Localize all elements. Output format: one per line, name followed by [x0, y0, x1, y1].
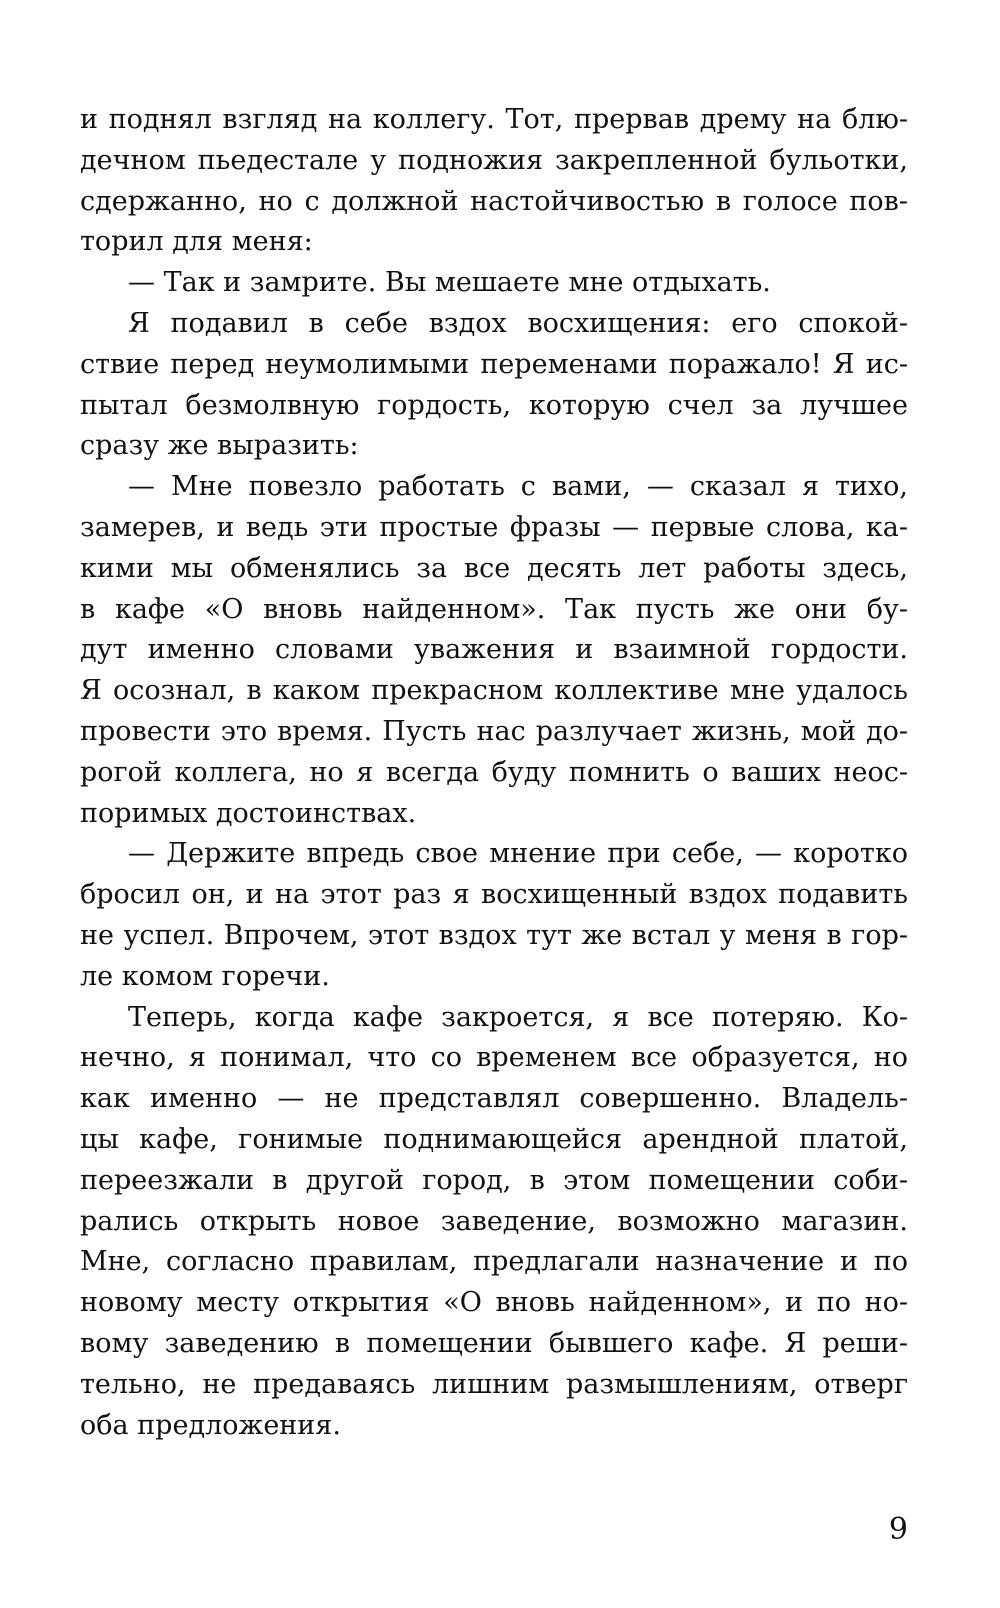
text-line: ствие перед неумолимыми переменами поражало! Я ис- [80, 348, 908, 380]
text-line: замерев, и ведь эти простые фразы — первые слова, ка- [80, 511, 908, 543]
text-line: новому месту открытия «О вновь найденном», и по но- [80, 1287, 908, 1319]
text-line: провести это время. Пусть нас разлучает жизнь, мой до- [80, 715, 908, 747]
text-line: не успел. Впрочем, этот вздох тут же встал у меня в гор- [80, 919, 908, 951]
text-line: кими мы обменялись за все десять лет работы здесь, [80, 552, 908, 584]
text-line: бросил он, и на этот раз я восхищенный вздох подавить [80, 879, 908, 911]
text-line: рались открыть новое заведение, возможно магазин. [80, 1205, 908, 1237]
text-line: оба предложения. [80, 1409, 341, 1441]
text-line: и поднял взгляд на коллегу. Тот, прервав дрему на блю- [80, 104, 908, 135]
text-line: дечном пьедестале у подножия закрепленной бульотки, [80, 144, 908, 176]
text-line: нечно, я понимал, что со временем все образуется, но [80, 1042, 908, 1074]
paragraph-start-line: Я подавил в себе вздох восхищения: его спокой- [128, 307, 908, 339]
text-line: переезжали в другой город, в этом помещении соби- [80, 1164, 908, 1196]
text-line: сразу же выразить: [80, 430, 359, 462]
text-line: Я осознал, в каком прекрасном коллективе мне удалось [80, 675, 908, 707]
page-number: 9 [888, 1512, 908, 1547]
dialogue-line: — Мне повезло работать с вами, — сказал я тихо, [128, 471, 908, 503]
text-line: торил для меня: [80, 226, 313, 258]
text-line: тельно, не предаваясь лишним размышлениям, отверг [80, 1368, 908, 1400]
text-line: дут именно словами уважения и взаимной гордости. [80, 634, 908, 666]
dialogue-line: — Держите впредь свое мнение при себе, — коротко [128, 838, 908, 870]
text-line: пытал безмолвную гордость, которую счел за лучшее [80, 389, 908, 421]
body-text [80, 100, 908, 1446]
text-line: вому заведению в помещении бывшего кафе. Я реши- [80, 1327, 908, 1359]
text-line: в кафе «О вновь найденном». Так пусть же они бу- [80, 593, 908, 625]
text-line: цы кафе, гонимые поднимающейся арендной платой, [80, 1123, 908, 1155]
text-line: Мне, согласно правилам, предлагали назначение и по [80, 1246, 908, 1278]
text-line: сдержанно, но с должной настойчивостью в голосе пов- [80, 185, 908, 217]
text-line: как именно — не представлял совершенно. Владель- [80, 1083, 908, 1115]
text-line: рогой коллега, но я всегда буду помнить о ваших неос- [80, 756, 908, 788]
text-line: ле комом горечи. [80, 960, 330, 992]
text-line: поримых достоинствах. [80, 797, 417, 829]
dialogue-line: — Так и замрите. Вы мешаете мне отдыхать. [128, 267, 771, 299]
paragraph-start-line: Теперь, когда кафе закроется, я все потеряю. Ко- [128, 1001, 908, 1033]
